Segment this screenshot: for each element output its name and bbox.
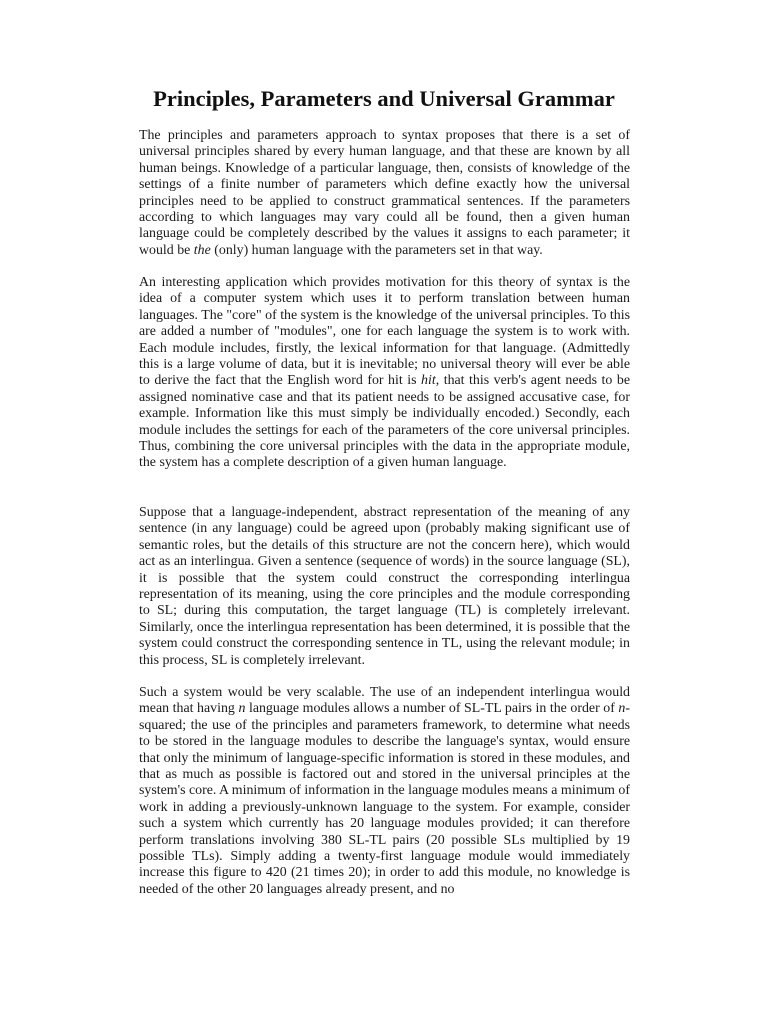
paragraph-2 (139, 275, 630, 472)
paragraph-4-text-a: Such a system would be very scalable. The use of an independent interlingua would mean that having (139, 685, 630, 717)
paragraph-4-italic-n-2: n (618, 701, 626, 717)
paragraph-1 (139, 128, 630, 259)
paragraph-2-italic-hit: hit (421, 373, 436, 389)
paragraph-2-text-a: An interesting application which provides motivation for this theory of syntax is the idea of a computer system which uses it to perform translation between human languages. The "core" of the system is the knowledge of the universal principles. To this are added a number of "modules", one for each language the system is to work with. Each module includes, firstly, the lexical information for that language. (Admittedly this is a large volume of data, but it is inevitable; no universal theory will ever be able to derive the fact that the English word for hit is (139, 275, 630, 389)
paragraph-3-text: Suppose that a language-independent, abstract representation of the meaning of any sentence (in any language) could be agreed upon (probably making significant use of semantic roles, but the details of this structure are not the concern here), which would act as an interlingua. Given a sentence (sequence of words) in the source language (SL), it is possible that the system could construct the corresponding interlingua representation of its meaning, using the core principles and the module corresponding to SL; during this computation, the target language (TL) is completely irrelevant. Similarly, once the interlingua representation has been determined, it is possible that the system could construct the corresponding sentence in TL, using the relevant module; in this process, SL is completely irrelevant. (139, 505, 630, 668)
paragraph-1-italic-the: the (193, 242, 211, 258)
paragraph-4-italic-n-1: n (238, 701, 246, 717)
paragraph-4-text-c: -squared; the use of the principles and parameters framework, to determine what needs to be stored in the language modules to describe the language's syntax, would ensure that only the minimum of language-specific information is stored in these modules, and that as much as possible is factored out and stored in the universal principles at the system's core. A minimum of information in the language modules means a minimum of work in adding a previously-unknown language to the system. For example, consider such a system which currently has 20 language modules provided; it can therefore perform translations involving 380 SL-TL pairs (20 possible SLs multiplied by 19 possible TLs). Simply adding a twenty-first language module would immediately increase this figure to 420 (21 times 20); in order to add this module, no knowledge is needed of the other 20 languages already present, and no (139, 701, 630, 897)
paragraph-1-text-b: (only) human language with the parameters set in that way. (210, 242, 543, 258)
paragraph-2-text-b: , that this verb's agent needs to be assigned nominative case and that its patient needs to be assigned accusative case, for example. Information like this must simply be individually encoded.) Secondly, each module includes the settings for each of the parameters of the core universal principles. Thus, combining the core universal principles with the data in the appropriate module, the system has a complete description of a given human language. (139, 373, 630, 471)
paragraph-4 (139, 685, 630, 898)
paragraph-4-text-b: language modules allows a number of SL-TL pairs in the order of (245, 701, 619, 717)
paragraph-1-text-a: The principles and parameters approach to syntax proposes that there is a set of universal principles shared by every human language, and that these are known by all human beings. Knowledge of a particular language, then, consists of knowledge of the settings of a finite number of parameters which define exactly how the universal principles need to be applied to construct grammatical sentences. If the parameters according to which languages may vary could all be found, then a given human language could be completely described by the values it assigns to each parameter; it would be (139, 128, 630, 258)
document-title: Principles, Parameters and Universal Grammar (153, 86, 615, 111)
paragraph-3 (139, 505, 630, 669)
